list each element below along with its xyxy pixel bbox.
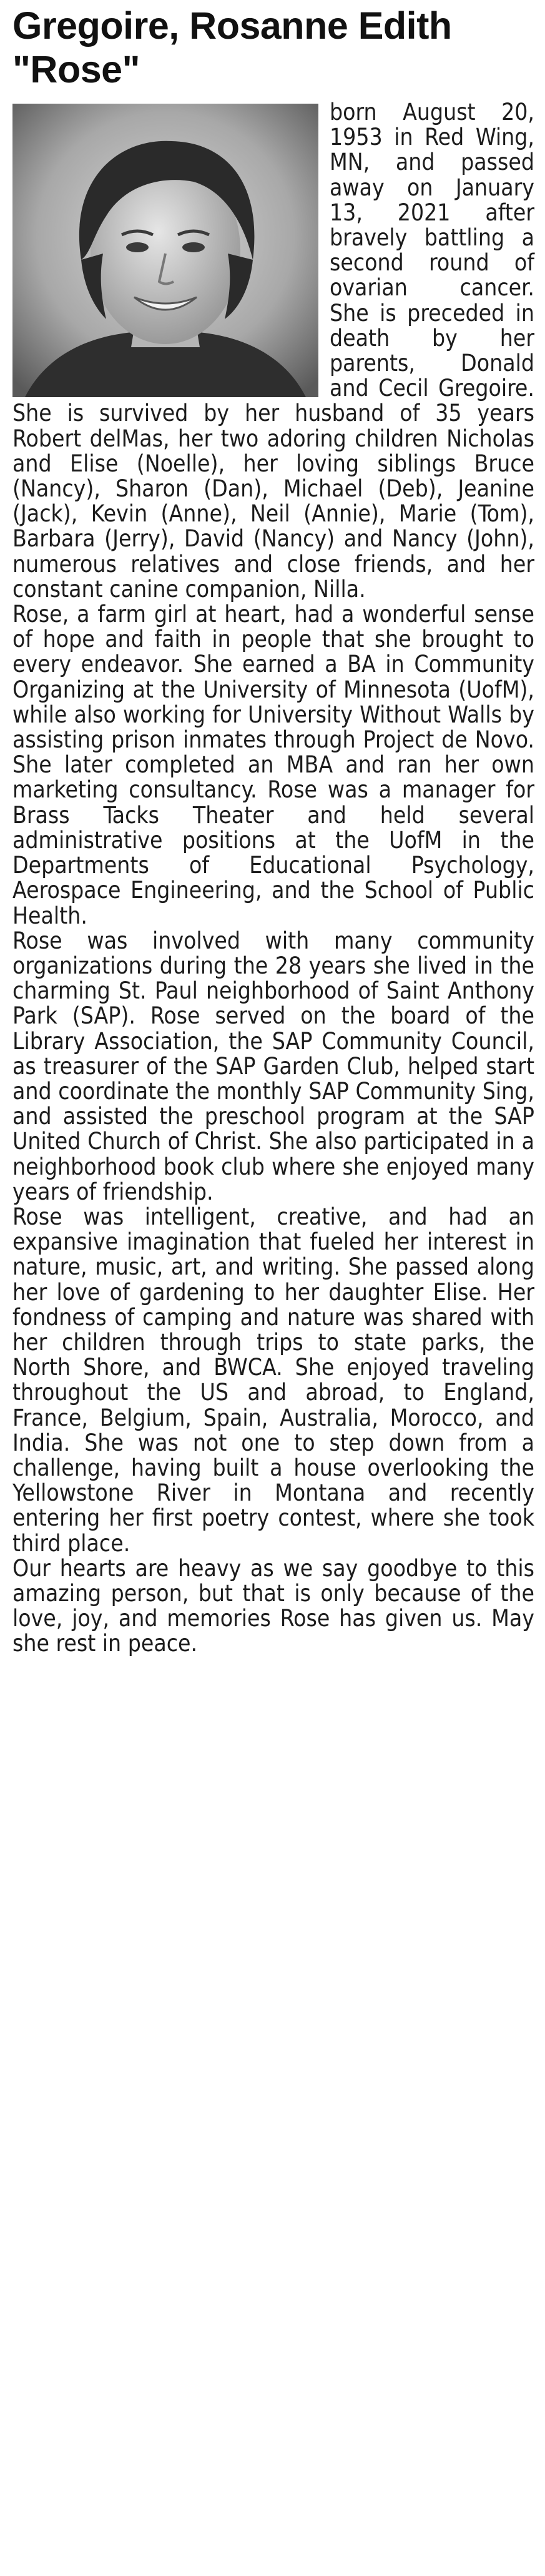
paragraph-4: Rose was intelligent, creative, and had an expansive imagination that fueled her interest in nature, music, art, and writing. She passed along her love of gardening to her daughter Elise. Her fondness of camping and nature was shared with her children through trips to state parks, the North Shore, and BWCA. She enjoyed traveling throughout the US and abroad, to England, France, Belgium, Spain, Australia, Morocco, and India. She was not one to step down from a challenge, having built a house overlooking the Yellowstone River in Montana and recently entering her first poetry contest, where she took third place. [12, 1203, 534, 1557]
title-line-1: Gregoire, Rosanne Edith [12, 4, 452, 47]
obituary [12, 4, 534, 2570]
paragraph-3: Rose was involved with many community organizations during the 28 years she lived in the charming St. Paul neighborhood of Saint Anthony Park (SAP). Rose served on the board of the Library Association, the SAP Community Council, as treasurer of the SAP Garden Club, helped start and coordinate the monthly SAP Community Sing, and assisted the preschool program at the SAP United Church of Christ. She also participated in a neighborhood book club where she enjoyed many years of friendship. [12, 927, 534, 1205]
paragraph-2: Rose, a farm girl at heart, had a wonderful sense of hope and faith in people that she brought to every endeavor. She earned a BA in Community Organizing at the University of Minnesota (UofM), while also working for University Without Walls by assisting prison inmates through Project de Novo. She later completed an MBA and ran her own marketing consultancy. Rose was a manager for Brass Tacks Theater and held several administrative positions at the UofM in the Departments of Educational Psychology, Aerospace Engineering, and the School of Public Health. [12, 601, 534, 929]
paragraph-5: Our hearts are heavy as we say goodbye to this amazing person, but that is only because of the love, joy, and memories Rose has given us. May she rest in peace. [12, 1554, 534, 1657]
title-line-2: "Rose" [12, 48, 140, 91]
portrait-photo-icon [12, 104, 318, 397]
paragraph-1: born August 20, 1953 in Red Wing, MN, and passed away on January 13, 2021 after bravely battling a second round of ovarian cancer. She is preceded in death by her parents, Donald and Cecil Gregoire. She is survived by her husband of 35 years Robert delMas, her two adoring children Nicholas and Elise (Noelle), her loving siblings Bruce (Nancy), Sharon (Dan), Michael (Deb), Jeanine (Jack), Kevin (Anne), Neil (Annie), Marie (Tom), Barbara (Jerry), David (Nancy) and Nancy (John), numerous relatives and close friends, and her constant canine companion, Nilla. [12, 99, 534, 603]
portrait-photo [12, 104, 318, 397]
obituary-body [12, 100, 534, 1657]
obituary-title [12, 4, 534, 91]
